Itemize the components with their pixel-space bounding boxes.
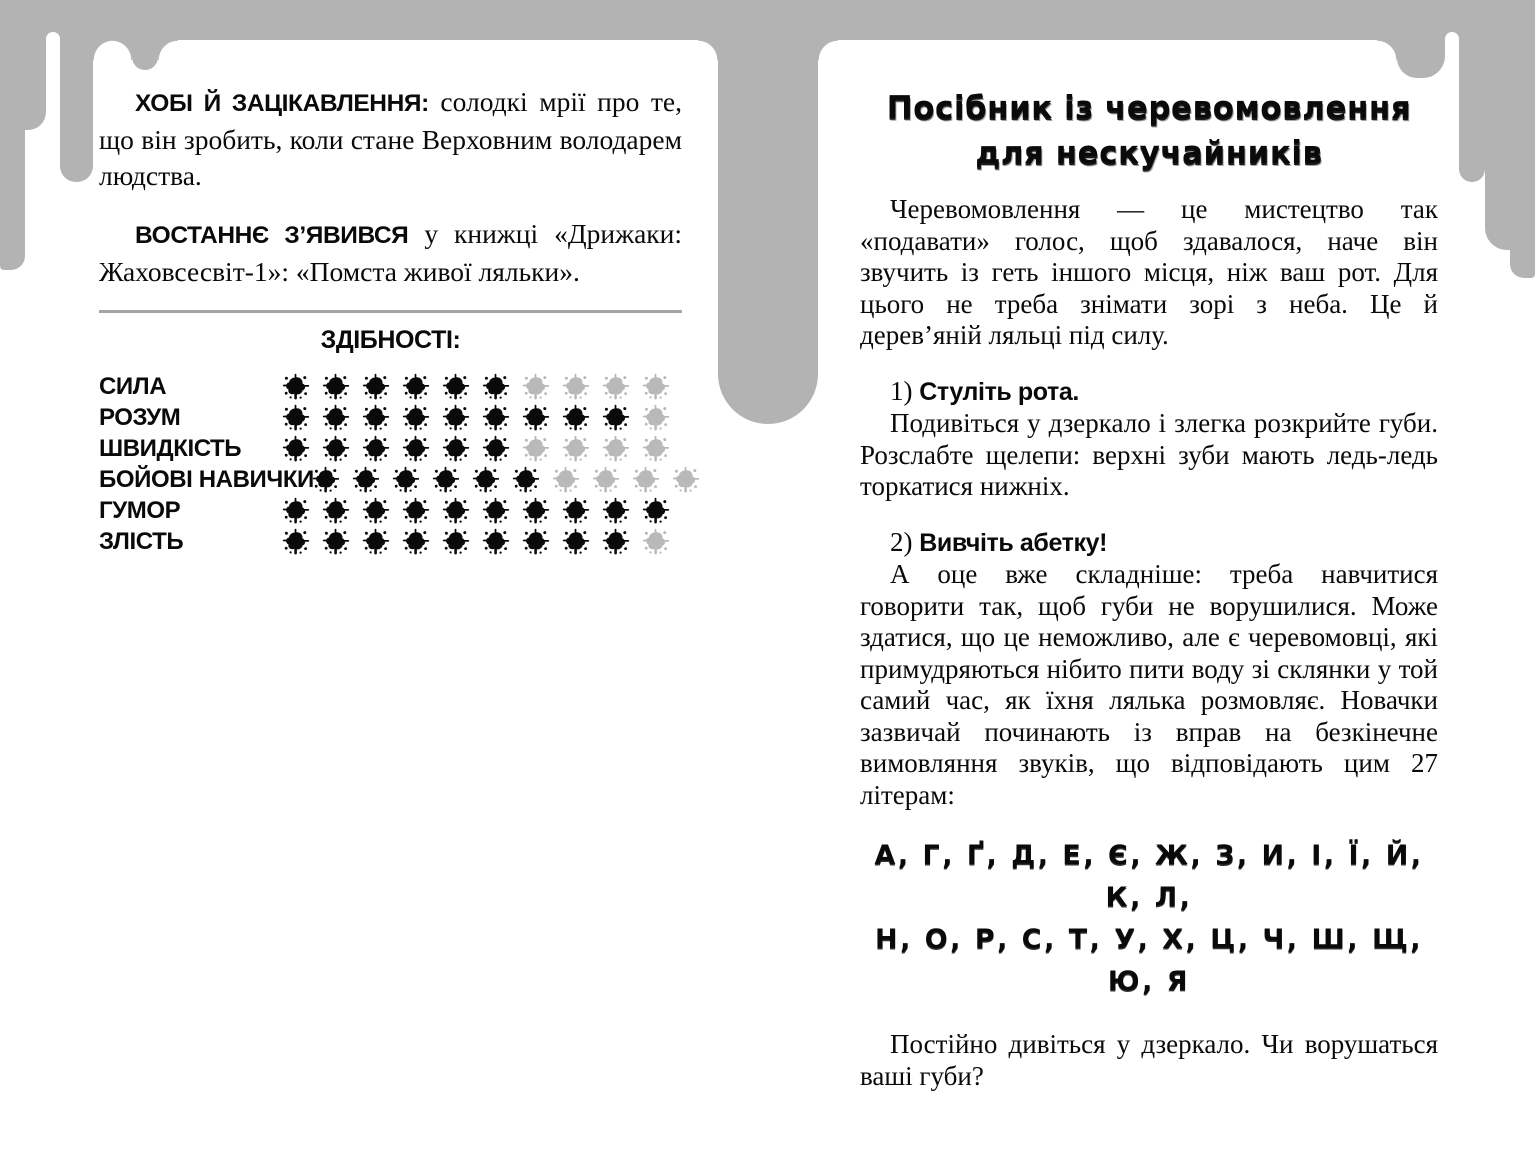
- ability-row: [99, 526, 682, 557]
- ability-rating: [282, 497, 682, 525]
- page-corner-curve: [93, 40, 113, 60]
- step2-heading: [860, 527, 1438, 560]
- alphabet-block: [860, 835, 1438, 1003]
- slime-drip-right-edge: [1510, 0, 1535, 278]
- slime-drip-left-1: [60, 0, 93, 182]
- slime-notch-right: [1445, 32, 1459, 40]
- splat-icon: [642, 528, 670, 556]
- splat-icon: [672, 466, 700, 494]
- splat-icon: [282, 404, 310, 432]
- hobbies-paragraph: [99, 84, 682, 194]
- ability-row: [99, 371, 682, 402]
- splat-icon: [442, 528, 470, 556]
- ability-label: БОЙОВІ НАВИЧКИ: [99, 465, 314, 493]
- ability-rating: [282, 373, 682, 401]
- splat-icon: [312, 466, 340, 494]
- step2-title: Вивчіть абетку!: [919, 528, 1108, 557]
- guide-title-line1: Посібник із черевомовлення: [886, 90, 1412, 126]
- splat-icon: [472, 466, 500, 494]
- splat-icon: [282, 435, 310, 463]
- step1-paragraph: Подивіться у дзеркало і злегка розкрийте губи. Розслабте щелепи: верхні зуби мають ледь-ледь торкатися нижніх.: [860, 408, 1438, 501]
- splat-icon: [562, 497, 590, 525]
- page-corner-curve: [112, 40, 132, 60]
- splat-icon: [432, 466, 460, 494]
- ability-label: РОЗУМ: [99, 403, 181, 431]
- alphabet-line-2: Н, О, Р, С, Т, У, Х, Ц, Ч, Ш, Щ, Ю, Я: [874, 924, 1424, 997]
- slime-drip-right-2: [1459, 0, 1485, 182]
- splat-icon: [602, 435, 630, 463]
- ability-label: ЗЛІСТЬ: [99, 527, 184, 555]
- intro-paragraph: Черевомовлення — це мистецтво так «подавати» голос, щоб здавалося, наче він звучить із геть іншого місця, ніж ваш рот. Для цього не треба знімати зорі з неба. Це й дерев’яній ляльці під силу.: [860, 194, 1438, 350]
- splat-icon: [552, 466, 580, 494]
- splat-icon: [402, 497, 430, 525]
- splat-icon: [602, 497, 630, 525]
- guide-title: [860, 86, 1438, 176]
- splat-icon: [482, 435, 510, 463]
- slime-drip-left-2: [132, 0, 158, 70]
- slime-notch-left: [46, 32, 60, 40]
- splat-icon: [362, 435, 390, 463]
- splat-icon: [522, 435, 550, 463]
- page-right: [860, 86, 1438, 1092]
- splat-icon: [522, 404, 550, 432]
- guide-title-line2: для нескучайників: [975, 135, 1323, 171]
- splat-icon: [602, 404, 630, 432]
- splat-icon: [562, 404, 590, 432]
- splat-icon: [392, 466, 420, 494]
- splat-icon: [522, 497, 550, 525]
- last-seen-paragraph: [99, 216, 682, 290]
- step1-title: Стуліть рота.: [919, 377, 1079, 406]
- splat-icon: [322, 404, 350, 432]
- splat-icon: [322, 528, 350, 556]
- ability-rating: [312, 466, 712, 494]
- splat-icon: [602, 373, 630, 401]
- ability-rating: [282, 435, 682, 463]
- ability-label: ГУМОР: [99, 496, 181, 524]
- alphabet-line-1: А, Г, Ґ, Д, Е, Є, Ж, З, И, І, Ї, Й, К, Л,: [874, 840, 1424, 913]
- splat-icon: [362, 497, 390, 525]
- last-seen-text: у книжці «Дрижаки: Жаховсесвіт-1»: «Помста живої ляльки».: [99, 218, 682, 287]
- splat-icon: [362, 373, 390, 401]
- ability-row: [99, 433, 682, 464]
- splat-icon: [442, 373, 470, 401]
- splat-icon: [442, 404, 470, 432]
- ability-row: [99, 402, 682, 433]
- hobbies-text: солодкі мрії про те, що він зробить, коли стане Верховним володарем людства.: [99, 86, 682, 191]
- splat-icon: [402, 373, 430, 401]
- step2-number: 2): [890, 526, 913, 557]
- splat-icon: [282, 497, 310, 525]
- splat-icon: [282, 373, 310, 401]
- ability-row: [99, 464, 682, 495]
- splat-icon: [482, 528, 510, 556]
- splat-icon: [402, 404, 430, 432]
- page-corner-curve: [1377, 40, 1397, 60]
- page-corner-curve: [158, 40, 178, 60]
- splat-icon: [642, 497, 670, 525]
- page-left: [99, 84, 682, 557]
- splat-icon: [562, 435, 590, 463]
- splat-icon: [352, 466, 380, 494]
- splat-icon: [482, 373, 510, 401]
- splat-icon: [482, 497, 510, 525]
- splat-icon: [562, 373, 590, 401]
- step2-paragraph: А оце вже складніше: треба навчитися говорити так, щоб губи не ворушилися. Може здатися, що це неможливо, але є черевомовці, які примудряються нібито пити воду зі склянки у той самий час, як їхня лялька розмовляє. Новачки зазвичай починають із вправ на безкінечне вимовляння звуків, що відповідають цим 27 літерам:: [860, 559, 1438, 810]
- abilities-title: ЗДІБНОСТІ:: [320, 326, 461, 354]
- slime-drip-left-edge: [0, 0, 25, 270]
- ability-label: ШВИДКІСТЬ: [99, 434, 242, 462]
- splat-icon: [642, 373, 670, 401]
- splat-icon: [632, 466, 660, 494]
- page-corner-curve: [698, 40, 718, 60]
- ability-rating: [282, 404, 682, 432]
- splat-icon: [402, 435, 430, 463]
- ability-rating: [282, 528, 682, 556]
- ability-row: [99, 495, 682, 526]
- slime-drip-right-1: [1397, 0, 1445, 78]
- outro-paragraph: Постійно дивіться у дзеркало. Чи ворушаться ваші губи?: [860, 1029, 1438, 1091]
- splat-icon: [602, 528, 630, 556]
- splat-icon: [362, 404, 390, 432]
- slime-drip-gutter: [718, 0, 818, 424]
- splat-icon: [482, 404, 510, 432]
- splat-icon: [562, 528, 590, 556]
- hobbies-label: ХОБІ Й ЗАЦІКАВЛЕННЯ:: [135, 90, 429, 117]
- splat-icon: [512, 466, 540, 494]
- divider-rule: [99, 310, 682, 313]
- abilities-rows: [99, 371, 682, 557]
- splat-icon: [322, 497, 350, 525]
- splat-icon: [322, 435, 350, 463]
- page-corner-curve: [818, 40, 838, 60]
- splat-icon: [522, 528, 550, 556]
- splat-icon: [442, 435, 470, 463]
- splat-icon: [402, 528, 430, 556]
- ability-label: СИЛА: [99, 372, 167, 400]
- last-seen-label: ВОСТАННЄ З’ЯВИВСЯ: [135, 222, 409, 249]
- step1-number: 1): [890, 375, 913, 406]
- splat-icon: [362, 528, 390, 556]
- splat-icon: [642, 435, 670, 463]
- splat-icon: [322, 373, 350, 401]
- splat-icon: [282, 528, 310, 556]
- splat-icon: [592, 466, 620, 494]
- splat-icon: [642, 404, 670, 432]
- splat-icon: [522, 373, 550, 401]
- splat-icon: [442, 497, 470, 525]
- step1-heading: [860, 376, 1438, 409]
